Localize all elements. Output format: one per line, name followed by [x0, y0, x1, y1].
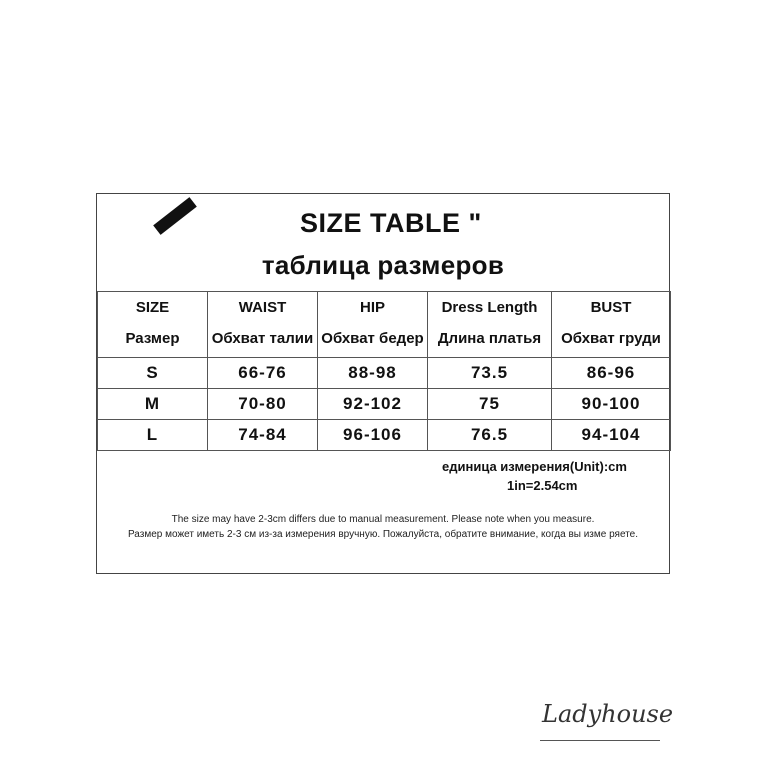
- table-cell: 94-104: [552, 420, 671, 451]
- note-english: The size may have 2-3cm differs due to manual measurement. Please note when you measure.: [171, 514, 595, 525]
- table-header-row: [98, 292, 671, 358]
- note-russian: Размер может иметь 2-3 см из-за измерения вручную. Пожалуйста, обратите внимание, когда вы изме ряете.: [127, 529, 639, 540]
- chart-header: [97, 194, 669, 291]
- table-cell: 88-98: [318, 358, 428, 389]
- brand-logo: Ladyhouse: [542, 700, 674, 728]
- table-cell: 76.5: [428, 420, 552, 451]
- table-cell: S: [98, 358, 208, 389]
- unit-info: [442, 457, 627, 495]
- table-row: [98, 389, 671, 420]
- column-header: SIZE Размер: [98, 292, 208, 358]
- table-cell: 73.5: [428, 358, 552, 389]
- table-row: [98, 420, 671, 451]
- table-cell: 75: [428, 389, 552, 420]
- size-chart-card: [96, 193, 670, 574]
- table-cell: 86-96: [552, 358, 671, 389]
- size-table: [97, 291, 671, 451]
- column-header: BUST Обхват груди: [552, 292, 671, 358]
- unit-line: единица измерения(Unit):cm: [442, 459, 627, 474]
- column-header: Dress Length Длина платья: [428, 292, 552, 358]
- measurement-note: [97, 512, 669, 542]
- conversion-line: 1in=2.54cm: [507, 478, 578, 493]
- table-cell: 70-80: [208, 389, 318, 420]
- column-header: WAIST Обхват талии: [208, 292, 318, 358]
- table-cell: L: [98, 420, 208, 451]
- table-cell: 90-100: [552, 389, 671, 420]
- column-header: HIP Обхват бедер: [318, 292, 428, 358]
- table-cell: M: [98, 389, 208, 420]
- table-cell: 74-84: [208, 420, 318, 451]
- title-english: SIZE TABLE ": [300, 208, 482, 238]
- title-russian: таблица размеров: [261, 250, 505, 280]
- table-cell: 96-106: [318, 420, 428, 451]
- table-cell: 66-76: [208, 358, 318, 389]
- table-cell: 92-102: [318, 389, 428, 420]
- logo-underline: [540, 740, 660, 741]
- table-row: [98, 358, 671, 389]
